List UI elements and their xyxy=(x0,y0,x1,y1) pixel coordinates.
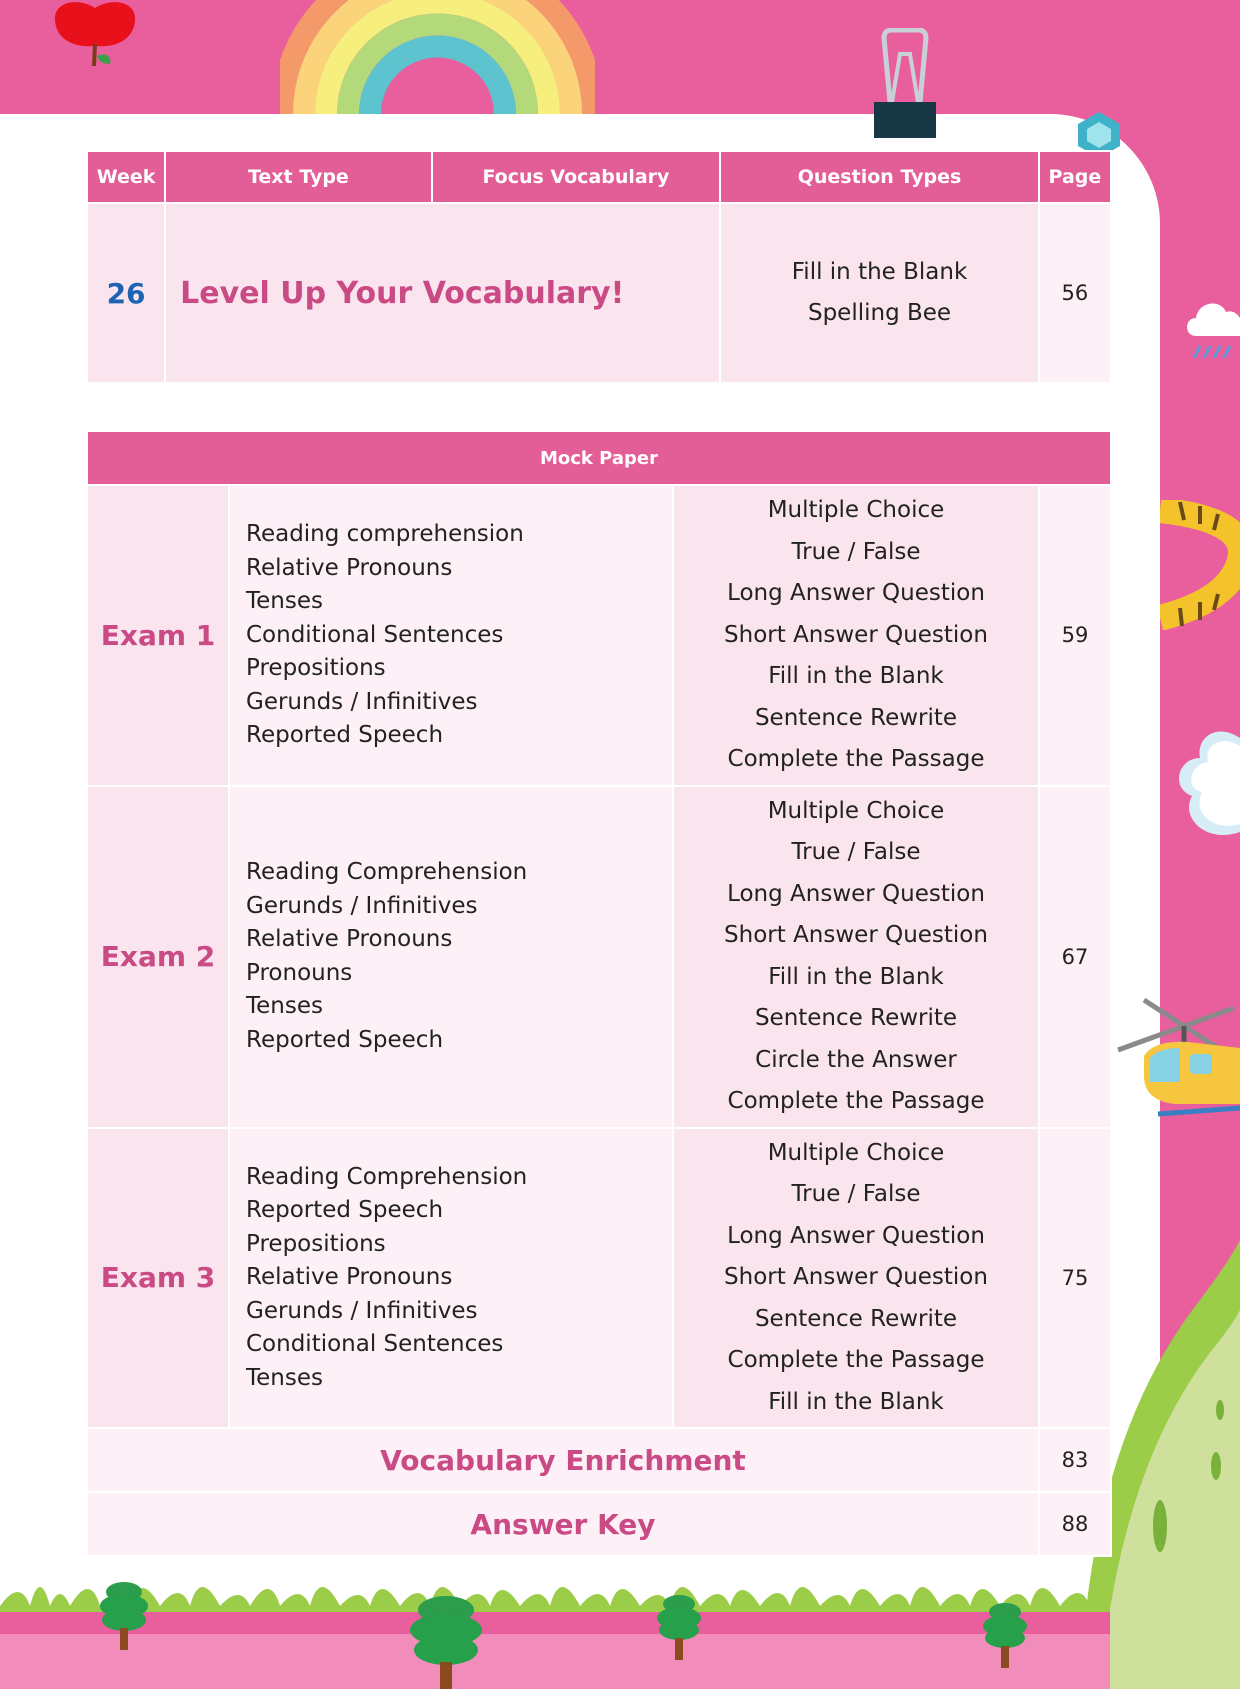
question-type: Multiple Choice xyxy=(767,797,945,824)
focus-item: Reading comprehension xyxy=(246,521,524,547)
question-type: Multiple Choice xyxy=(767,1139,945,1166)
question-type: Sentence Rewrite xyxy=(754,1005,958,1031)
exam-question-types xyxy=(674,486,1038,785)
exam-name: Exam 3 xyxy=(88,1129,228,1428)
focus-item: Reported Speech xyxy=(246,722,444,748)
focus-item: Conditional Sentences xyxy=(246,621,504,648)
question-type: Circle the Answer xyxy=(755,1046,957,1073)
answer-key-row xyxy=(88,1493,1110,1555)
exam-question-types xyxy=(674,1129,1038,1428)
question-type: Complete the Passage xyxy=(727,746,985,772)
focus-item: Pronouns xyxy=(246,959,353,986)
focus-item: Prepositions xyxy=(246,1230,386,1257)
week-number: 26 xyxy=(88,204,164,382)
question-type: Complete the Passage xyxy=(727,1088,985,1114)
exam-name: Exam 1 xyxy=(88,486,228,785)
exam-focus-list xyxy=(230,787,672,1127)
question-type: True / False xyxy=(791,839,921,865)
tree-icon xyxy=(654,1592,704,1662)
question-type: Multiple Choice xyxy=(767,497,945,523)
tree-icon xyxy=(980,1600,1030,1670)
header-text-type: Text Type xyxy=(166,152,431,202)
exam-page: 67 xyxy=(1040,787,1110,1127)
cloud-icon xyxy=(1176,728,1240,846)
focus-item: Gerunds / Infinitives xyxy=(246,892,478,919)
vocabulary-enrichment-page: 83 xyxy=(1040,1429,1110,1491)
grass-icon xyxy=(0,1568,1110,1689)
focus-item: Prepositions xyxy=(246,655,386,681)
rain-cloud-icon xyxy=(1186,284,1240,364)
header-question-types: Question Types xyxy=(721,152,1038,202)
binder-clip-icon xyxy=(872,28,938,140)
answer-key-title: Answer Key xyxy=(88,1493,1038,1555)
tree-icon xyxy=(98,1578,150,1652)
focus-item: Reported Speech xyxy=(246,1197,444,1223)
tiger-tail-icon xyxy=(1160,500,1240,630)
exam-name: Exam 2 xyxy=(88,787,228,1127)
question-type: True / False xyxy=(791,538,921,565)
week-table xyxy=(86,150,1112,384)
focus-item: Relative Pronouns xyxy=(246,554,453,581)
vocabulary-enrichment-row xyxy=(88,1429,1110,1491)
week-question-types xyxy=(721,204,1038,382)
question-type: Fill in the Blank xyxy=(768,963,944,990)
answer-key-page: 88 xyxy=(1040,1493,1110,1555)
focus-item: Tenses xyxy=(246,993,323,1019)
week-row xyxy=(88,204,1110,382)
exam-question-types xyxy=(674,787,1038,1127)
exam-row xyxy=(88,1129,1110,1428)
focus-item: Tenses xyxy=(246,1364,323,1391)
exam-page: 75 xyxy=(1040,1129,1110,1428)
helicopter-icon xyxy=(1114,996,1240,1128)
focus-item: Reading Comprehension xyxy=(246,1163,528,1190)
week-page: 56 xyxy=(1040,204,1110,382)
week-title: Level Up Your Vocabulary! xyxy=(166,204,719,382)
mock-paper-table xyxy=(86,430,1112,1557)
exam-focus-list xyxy=(230,1129,672,1428)
header-row xyxy=(88,152,1110,202)
question-type: Sentence Rewrite xyxy=(754,704,958,731)
focus-item: Tenses xyxy=(246,588,323,614)
exam-row xyxy=(88,486,1110,785)
focus-item: Reading Comprehension xyxy=(246,859,528,885)
rainbow-icon xyxy=(280,0,595,114)
header-focus-vocabulary: Focus Vocabulary xyxy=(433,152,720,202)
exam-focus-list xyxy=(230,486,672,785)
apple-icon xyxy=(50,0,140,72)
question-type: Sentence Rewrite xyxy=(754,1305,958,1332)
mock-paper-title: Mock Paper xyxy=(88,432,1110,484)
header-week: Week xyxy=(88,152,164,202)
focus-item: Gerunds / Infinitives xyxy=(246,688,478,715)
mock-paper-header xyxy=(88,432,1110,484)
question-type: Short Answer Question xyxy=(724,621,988,648)
exam-row xyxy=(88,787,1110,1127)
question-type: Fill in the Blank xyxy=(768,1388,944,1415)
focus-item: Reported Speech xyxy=(246,1026,444,1053)
question-type: Spelling Bee xyxy=(807,300,952,326)
focus-item: Relative Pronouns xyxy=(246,1264,453,1290)
vocabulary-enrichment-title: Vocabulary Enrichment xyxy=(88,1429,1038,1491)
question-type: Short Answer Question xyxy=(724,922,988,948)
question-type: Short Answer Question xyxy=(724,1264,988,1290)
question-type: Complete the Passage xyxy=(727,1347,985,1373)
question-type: Long Answer Question xyxy=(727,1222,985,1249)
focus-item: Conditional Sentences xyxy=(246,1331,504,1357)
tree-icon xyxy=(408,1592,484,1689)
focus-item: Relative Pronouns xyxy=(246,926,453,952)
question-type: Long Answer Question xyxy=(727,580,985,606)
question-type: Long Answer Question xyxy=(727,880,985,907)
focus-item: Gerunds / Infinitives xyxy=(246,1297,478,1324)
question-type: Fill in the Blank xyxy=(768,663,944,689)
header-page: Page xyxy=(1040,152,1110,202)
question-type: True / False xyxy=(791,1181,921,1207)
question-type: Fill in the Blank xyxy=(791,258,968,285)
exam-page: 59 xyxy=(1040,486,1110,785)
